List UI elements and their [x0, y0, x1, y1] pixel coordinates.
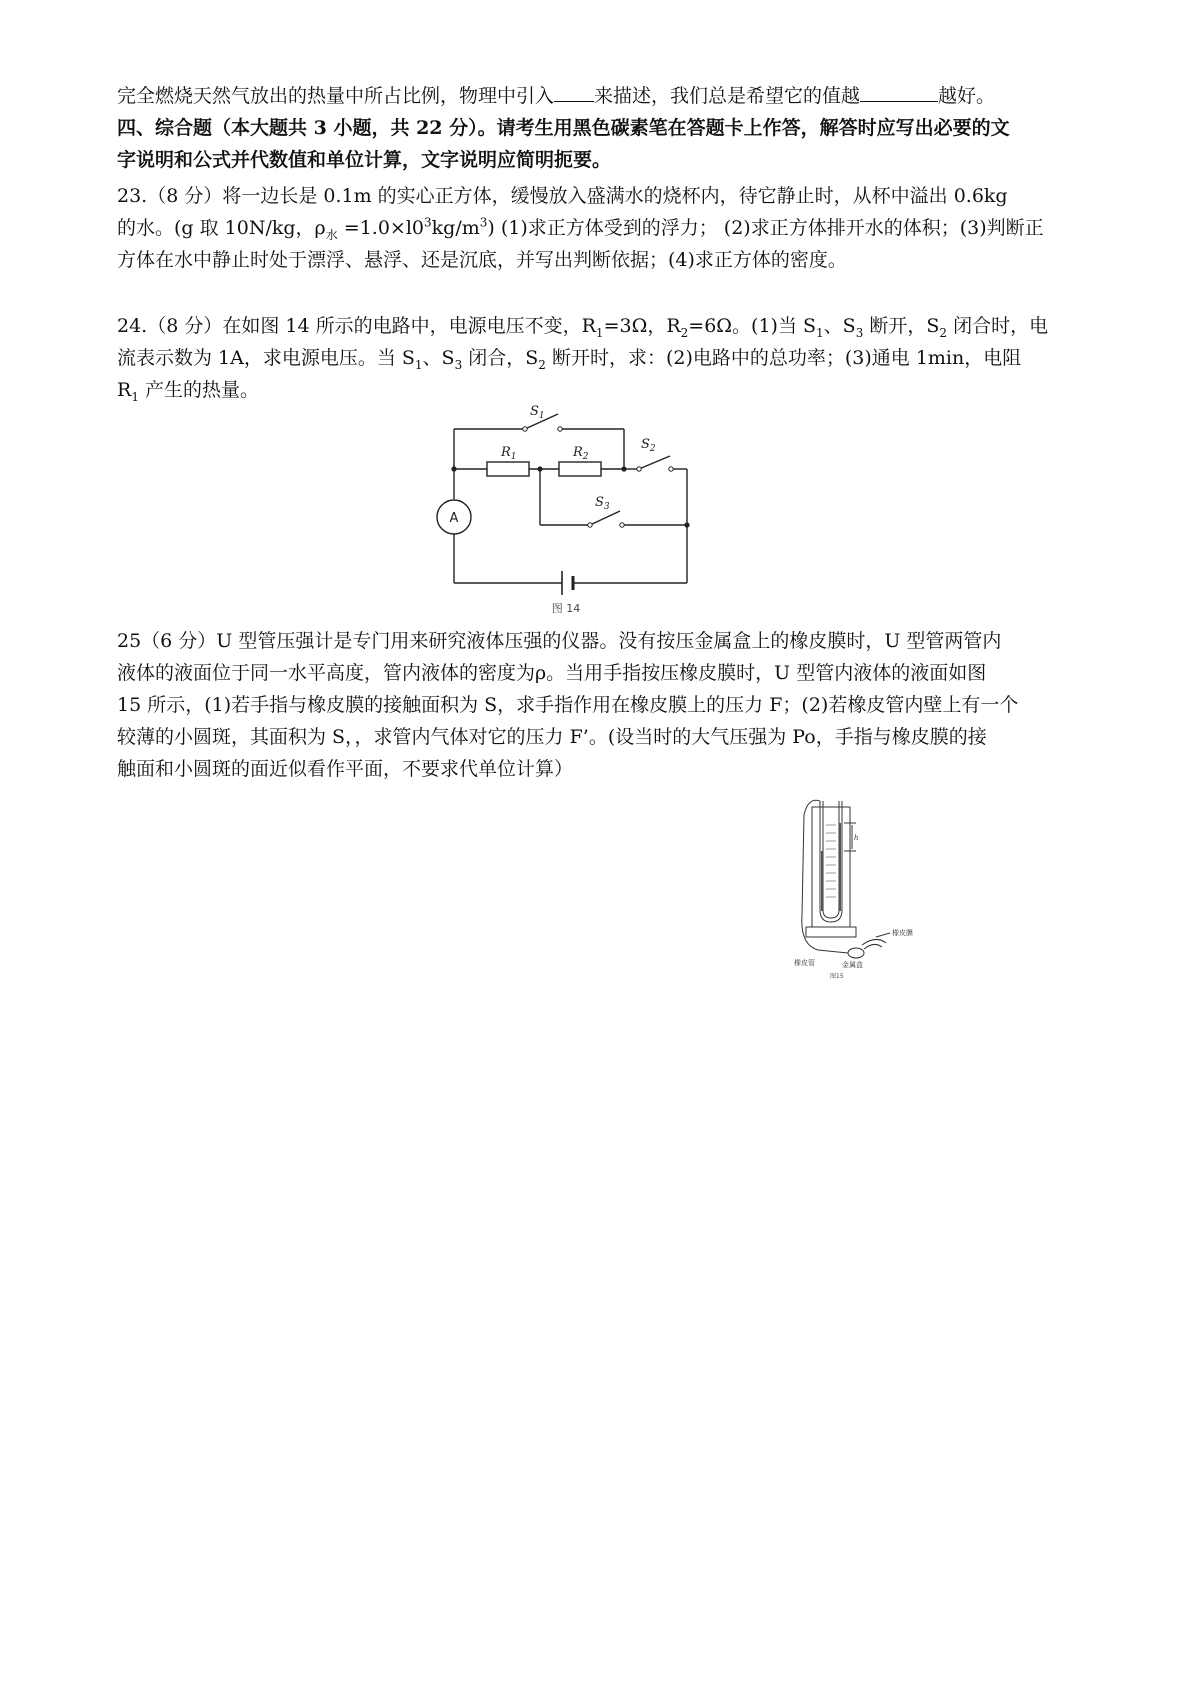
- q25-line1: 25（6 分）U 型管压强计是专门用来研究液体压强的仪器。没有按压金属盒上的橡皮膜时，U 型管两管内: [117, 630, 1002, 652]
- switch-s2-blade: [639, 456, 670, 469]
- manometer-base: [806, 927, 856, 937]
- section-heading-line1: 四、综合题（本大题共 3 小题，共 22 分）。请考生用黑色碳素笔在答题卡上作答，解答时应写出必要的文: [117, 117, 1010, 139]
- intro-text-c: 越好。: [938, 85, 996, 107]
- resistor-r2: [559, 462, 601, 476]
- label-rubber-tube: 橡皮管: [794, 959, 815, 967]
- metal-box: [848, 948, 864, 958]
- switch-s3-blade: [590, 511, 620, 525]
- label-s2: $S_2$: [641, 437, 656, 454]
- label-membrane: 橡皮膜: [892, 929, 913, 937]
- liquid-right: [839, 823, 841, 911]
- label-r2: $R_2$: [573, 445, 589, 462]
- q23-line2: 的水。(g 取 10N/kg，$\rho_水 =1.0\times l0^3kg/m^3$) (1)求正方体受到的浮力； (2)求正方体排开水的体积；(3)判断正: [117, 215, 1044, 242]
- ammeter-label: A: [449, 511, 459, 526]
- q24-line3: $R_1$ 产生的热量。: [117, 379, 259, 404]
- junction-s3: [684, 522, 689, 527]
- rubber-tube: [802, 800, 848, 953]
- fig14-caption: 图 14: [551, 602, 581, 615]
- label-s1: $S_1$: [530, 405, 545, 421]
- circuit-diagram-fig14: [430, 405, 750, 620]
- label-metal-box: 金属盒: [842, 961, 863, 969]
- q23-line3: 方体在水中静止时处于漂浮、悬浮、还是沉底，并写出判断依据；(4)求正方体的密度。: [117, 249, 847, 271]
- q24-line2: 流表示数为 1A，求电源电压。当 $S_1$、$S_3$ 闭合，$S_2$ 断开时，求：(2)电路中的总功率；(3)通电 1min，电阻: [117, 347, 1022, 372]
- label-h: h: [854, 834, 859, 842]
- q23-line1: 23.（8 分）将一边长是 0.1m 的实心正方体，缓慢放入盛满水的烧杯内，待它静止时，从杯中溢出 0.6kg: [117, 185, 1008, 207]
- junction-right: [621, 466, 626, 471]
- fig15-caption: 图15: [830, 973, 844, 980]
- resistor-r1: [487, 462, 529, 476]
- intro-line: [117, 80, 1097, 112]
- junction-left: [451, 466, 456, 471]
- junction-mid: [537, 466, 542, 471]
- battery: [562, 571, 573, 595]
- intro-text-b: 来描述，我们总是希望它的值越: [594, 85, 861, 107]
- label-s3: $S_3$: [595, 495, 610, 512]
- label-r1: $R_1$: [501, 445, 517, 462]
- section-heading-line2: 字说明和公式并代数值和单位计算，文字说明应简明扼要。: [117, 149, 612, 171]
- q24-line1: 24.（8 分）在如图 14 所示的电路中，电源电压不变，$R_1=3\Omega$，$R_2=6\Omega$。(1)当 $S_1$、$S_3$ 断开，$S_2$ 闭合时，电: [117, 315, 1049, 340]
- intro-text-a: 完全燃烧天然气放出的热量中所占比例，物理中引入: [117, 85, 555, 107]
- q25-line4: 较薄的小圆斑，其面积为 S，，求管内气体对它的压力 F’。(设当时的大气压强为 Po，手指与橡皮膜的接: [117, 726, 987, 748]
- q25-line5: 触面和小圆斑的面近似看作平面，不要求代单位计算）: [117, 758, 574, 780]
- liquid-left: [821, 851, 823, 911]
- q25-line3: 15 所示，(1)若手指与橡皮膜的接触面积为 S，求手指作用在橡皮膜上的压力 F；(2)若橡皮管内壁上有一个: [117, 694, 1019, 716]
- manometer-diagram-fig15: [790, 795, 930, 980]
- answer-blank-2[interactable]: [860, 83, 938, 102]
- answer-blank-1[interactable]: [554, 83, 594, 102]
- q25-line2: 液体的液面位于同一水平高度，管内液体的密度为ρ。当用手指按压橡皮膜时，U 型管内液体的液面如图: [117, 662, 987, 684]
